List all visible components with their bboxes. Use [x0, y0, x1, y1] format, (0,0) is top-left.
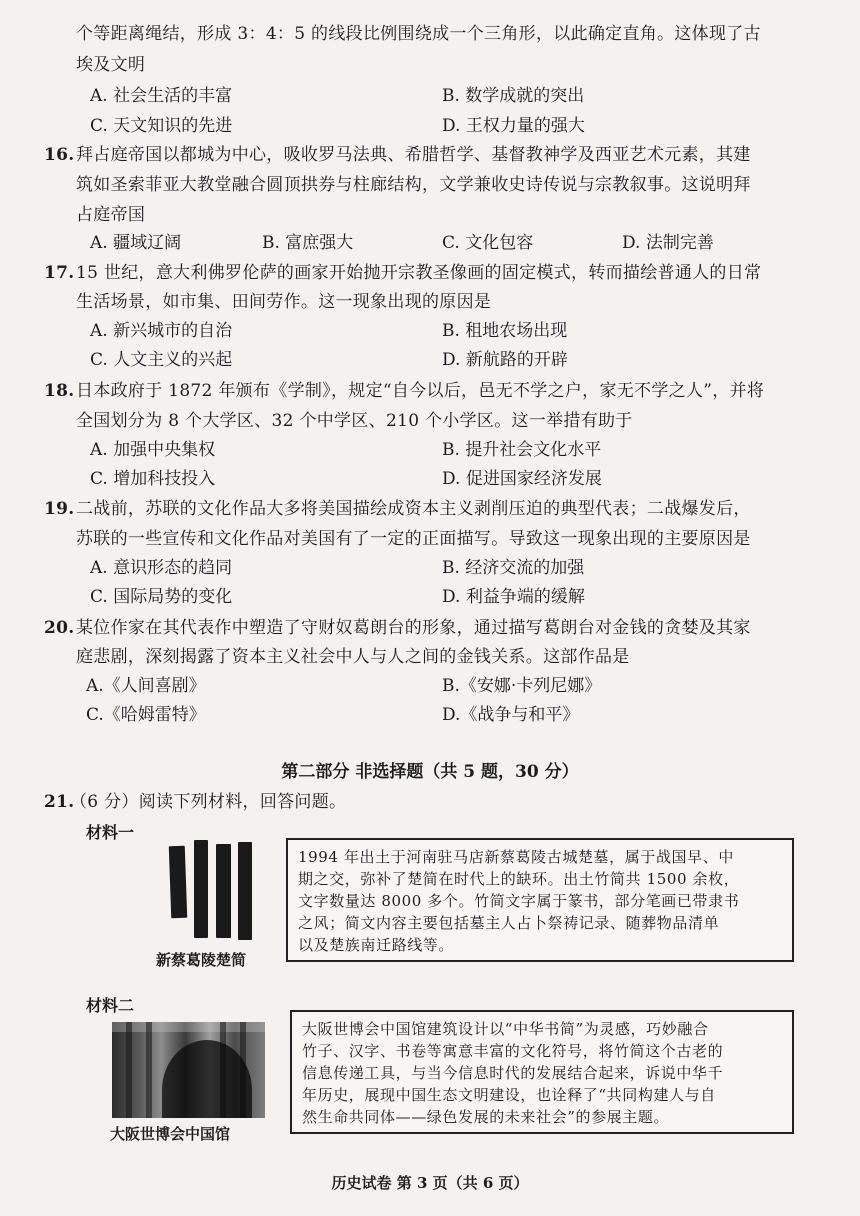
q20-line-2: 庭悲剧，深刻揭露了资本主义社会中人与人之间的金钱关系。这部作品是: [76, 647, 630, 667]
q18-option-c[interactable]: C. 增加科技投入: [90, 469, 216, 489]
material-two-line: 信息传递工具，与当今信息时代的发展结合起来，诉说中华千: [302, 1064, 724, 1082]
q18-option-b[interactable]: B. 提升社会文化水平: [442, 440, 602, 460]
material-two-caption: 大阪世博会中国馆: [110, 1125, 231, 1143]
photo-archway: [162, 1040, 252, 1118]
q15-option-c[interactable]: C. 天文知识的先进: [90, 116, 233, 136]
q17-line-1: 15 世纪，意大利佛罗伦萨的画家开始抛开宗教圣像画的固定模式，转而描绘普通人的日常: [76, 263, 762, 283]
material-two-line: 然生命共同体——绿色发展的未来社会”的参展主题。: [302, 1108, 670, 1126]
q15-option-a[interactable]: A. 社会生活的丰富: [90, 86, 233, 106]
q16-line-2: 筑如圣索菲亚大教堂融合圆顶拱券与柱廊结构，文学兼收史诗传说与宗教叙事。这说明拜: [76, 175, 751, 195]
china-pavilion-photo: [112, 1022, 265, 1118]
q16-option-b[interactable]: B. 富庶强大: [262, 233, 354, 253]
material-one-line: 以及楚族南迁路线等。: [298, 936, 455, 954]
material-one-caption: 新蔡葛陵楚简: [156, 951, 247, 969]
q17-option-c[interactable]: C. 人文主义的兴起: [90, 350, 233, 370]
q17-number: 17.: [44, 263, 75, 283]
q20-option-a[interactable]: A.《人间喜剧》: [86, 676, 206, 696]
q20-option-b[interactable]: B.《安娜·卡列尼娜》: [442, 676, 602, 696]
q18-number: 18.: [44, 381, 75, 401]
bamboo-slip: [194, 840, 208, 938]
q16-line-3: 占庭帝国: [76, 205, 146, 225]
q19-line-2: 苏联的一些宣传和文化作品对美国有了一定的正面描写。导致这一现象出现的主要原因是: [76, 529, 751, 549]
q19-option-d[interactable]: D. 利益争端的缓解: [442, 587, 585, 607]
bamboo-slip: [238, 842, 252, 940]
bamboo-slip: [216, 844, 231, 938]
q20-line-1: 某位作家在其代表作中塑造了守财奴葛朗台的形象，通过描写葛朗台对金钱的贪婪及其家: [76, 618, 751, 638]
q18-line-2: 全国划分为 8 个大学区、32 个中学区、210 个小学区。这一举措有助于: [76, 411, 633, 431]
q16-number: 16.: [44, 145, 75, 165]
q18-option-a[interactable]: A. 加强中央集权: [90, 440, 216, 460]
material-one-label: 材料一: [86, 823, 135, 842]
q19-option-a[interactable]: A. 意识形态的趋同: [90, 558, 233, 578]
q17-option-a[interactable]: A. 新兴城市的自治: [90, 321, 233, 341]
q16-option-d[interactable]: D. 法制完善: [622, 233, 714, 253]
material-two-line: 竹子、汉字、书卷等寓意丰富的文化符号，将竹简这个古老的: [302, 1042, 724, 1060]
material-one-line: 之风；简文内容主要包括墓主人占卜祭祷记录、随葬物品清单: [298, 914, 720, 932]
q19-option-b[interactable]: B. 经济交流的加强: [442, 558, 585, 578]
bamboo-slip: [169, 846, 188, 919]
material-two-textbox: [290, 1010, 794, 1134]
q19-option-c[interactable]: C. 国际局势的变化: [90, 587, 233, 607]
section-two-title: 第二部分 非选择题（共 5 题，30 分）: [281, 762, 579, 782]
q20-option-c[interactable]: C.《哈姆雷特》: [86, 705, 206, 725]
q15-option-d[interactable]: D. 王权力量的强大: [442, 116, 585, 136]
photo-band: [146, 1022, 152, 1118]
q20-option-d[interactable]: D.《战争与和平》: [442, 705, 580, 725]
material-one-line: 文字数量达 8000 多个。竹简文字属于篆书，部分笔画已带隶书: [298, 892, 740, 910]
q18-line-1: 日本政府于 1872 年颁布《学制》，规定“自今以后，邑无不学之户，家无不学之人”，并将: [76, 381, 765, 401]
material-one-line: 1994 年出土于河南驻马店新蔡葛陵古城楚墓，属于战国早、中: [298, 848, 734, 866]
q16-option-a[interactable]: A. 疆域辽阔: [90, 233, 182, 253]
q15-line-1: 个等距离绳结，形成 3：4：5 的线段比例围绕成一个三角形，以此确定直角。这体现了古: [76, 24, 761, 44]
q21-stem: （6 分）阅读下列材料，回答问题。: [70, 792, 347, 812]
q20-number: 20.: [44, 618, 75, 638]
material-two-line: 年历史，展现中国生态文明建设，也诠释了“共同构建人与自: [302, 1086, 716, 1104]
q18-option-d[interactable]: D. 促进国家经济发展: [442, 469, 602, 489]
q21-number: 21.: [44, 792, 75, 812]
q16-option-c[interactable]: C. 文化包容: [442, 233, 534, 253]
photo-band: [126, 1022, 132, 1118]
material-two-line: 大阪世博会中国馆建筑设计以“中华书简”为灵感，巧妙融合: [302, 1020, 709, 1038]
q19-number: 19.: [44, 499, 75, 519]
page-footer: 历史试卷 第 3 页（共 6 页）: [331, 1174, 529, 1192]
q17-line-2: 生活场景，如市集、田间劳作。这一现象出现的原因是: [76, 292, 492, 312]
bamboo-slips-image: [160, 840, 270, 944]
q17-option-b[interactable]: B. 租地农场出现: [442, 321, 568, 341]
material-two-label: 材料二: [86, 996, 135, 1015]
material-one-line: 期之交，弥补了楚简在时代上的缺环。出土竹简共 1500 余枚，: [298, 870, 740, 888]
q19-line-1: 二战前，苏联的文化作品大多将美国描绘成资本主义剥削压迫的典型代表；二战爆发后，: [76, 499, 751, 519]
material-one-textbox: [286, 838, 794, 962]
q15-line-2: 埃及文明: [76, 55, 146, 75]
q15-option-b[interactable]: B. 数学成就的突出: [442, 86, 585, 106]
q16-line-1: 拜占庭帝国以都城为中心，吸收罗马法典、希腊哲学、基督教神学及西亚艺术元素，其建: [76, 145, 751, 165]
q17-option-d[interactable]: D. 新航路的开辟: [442, 350, 568, 370]
